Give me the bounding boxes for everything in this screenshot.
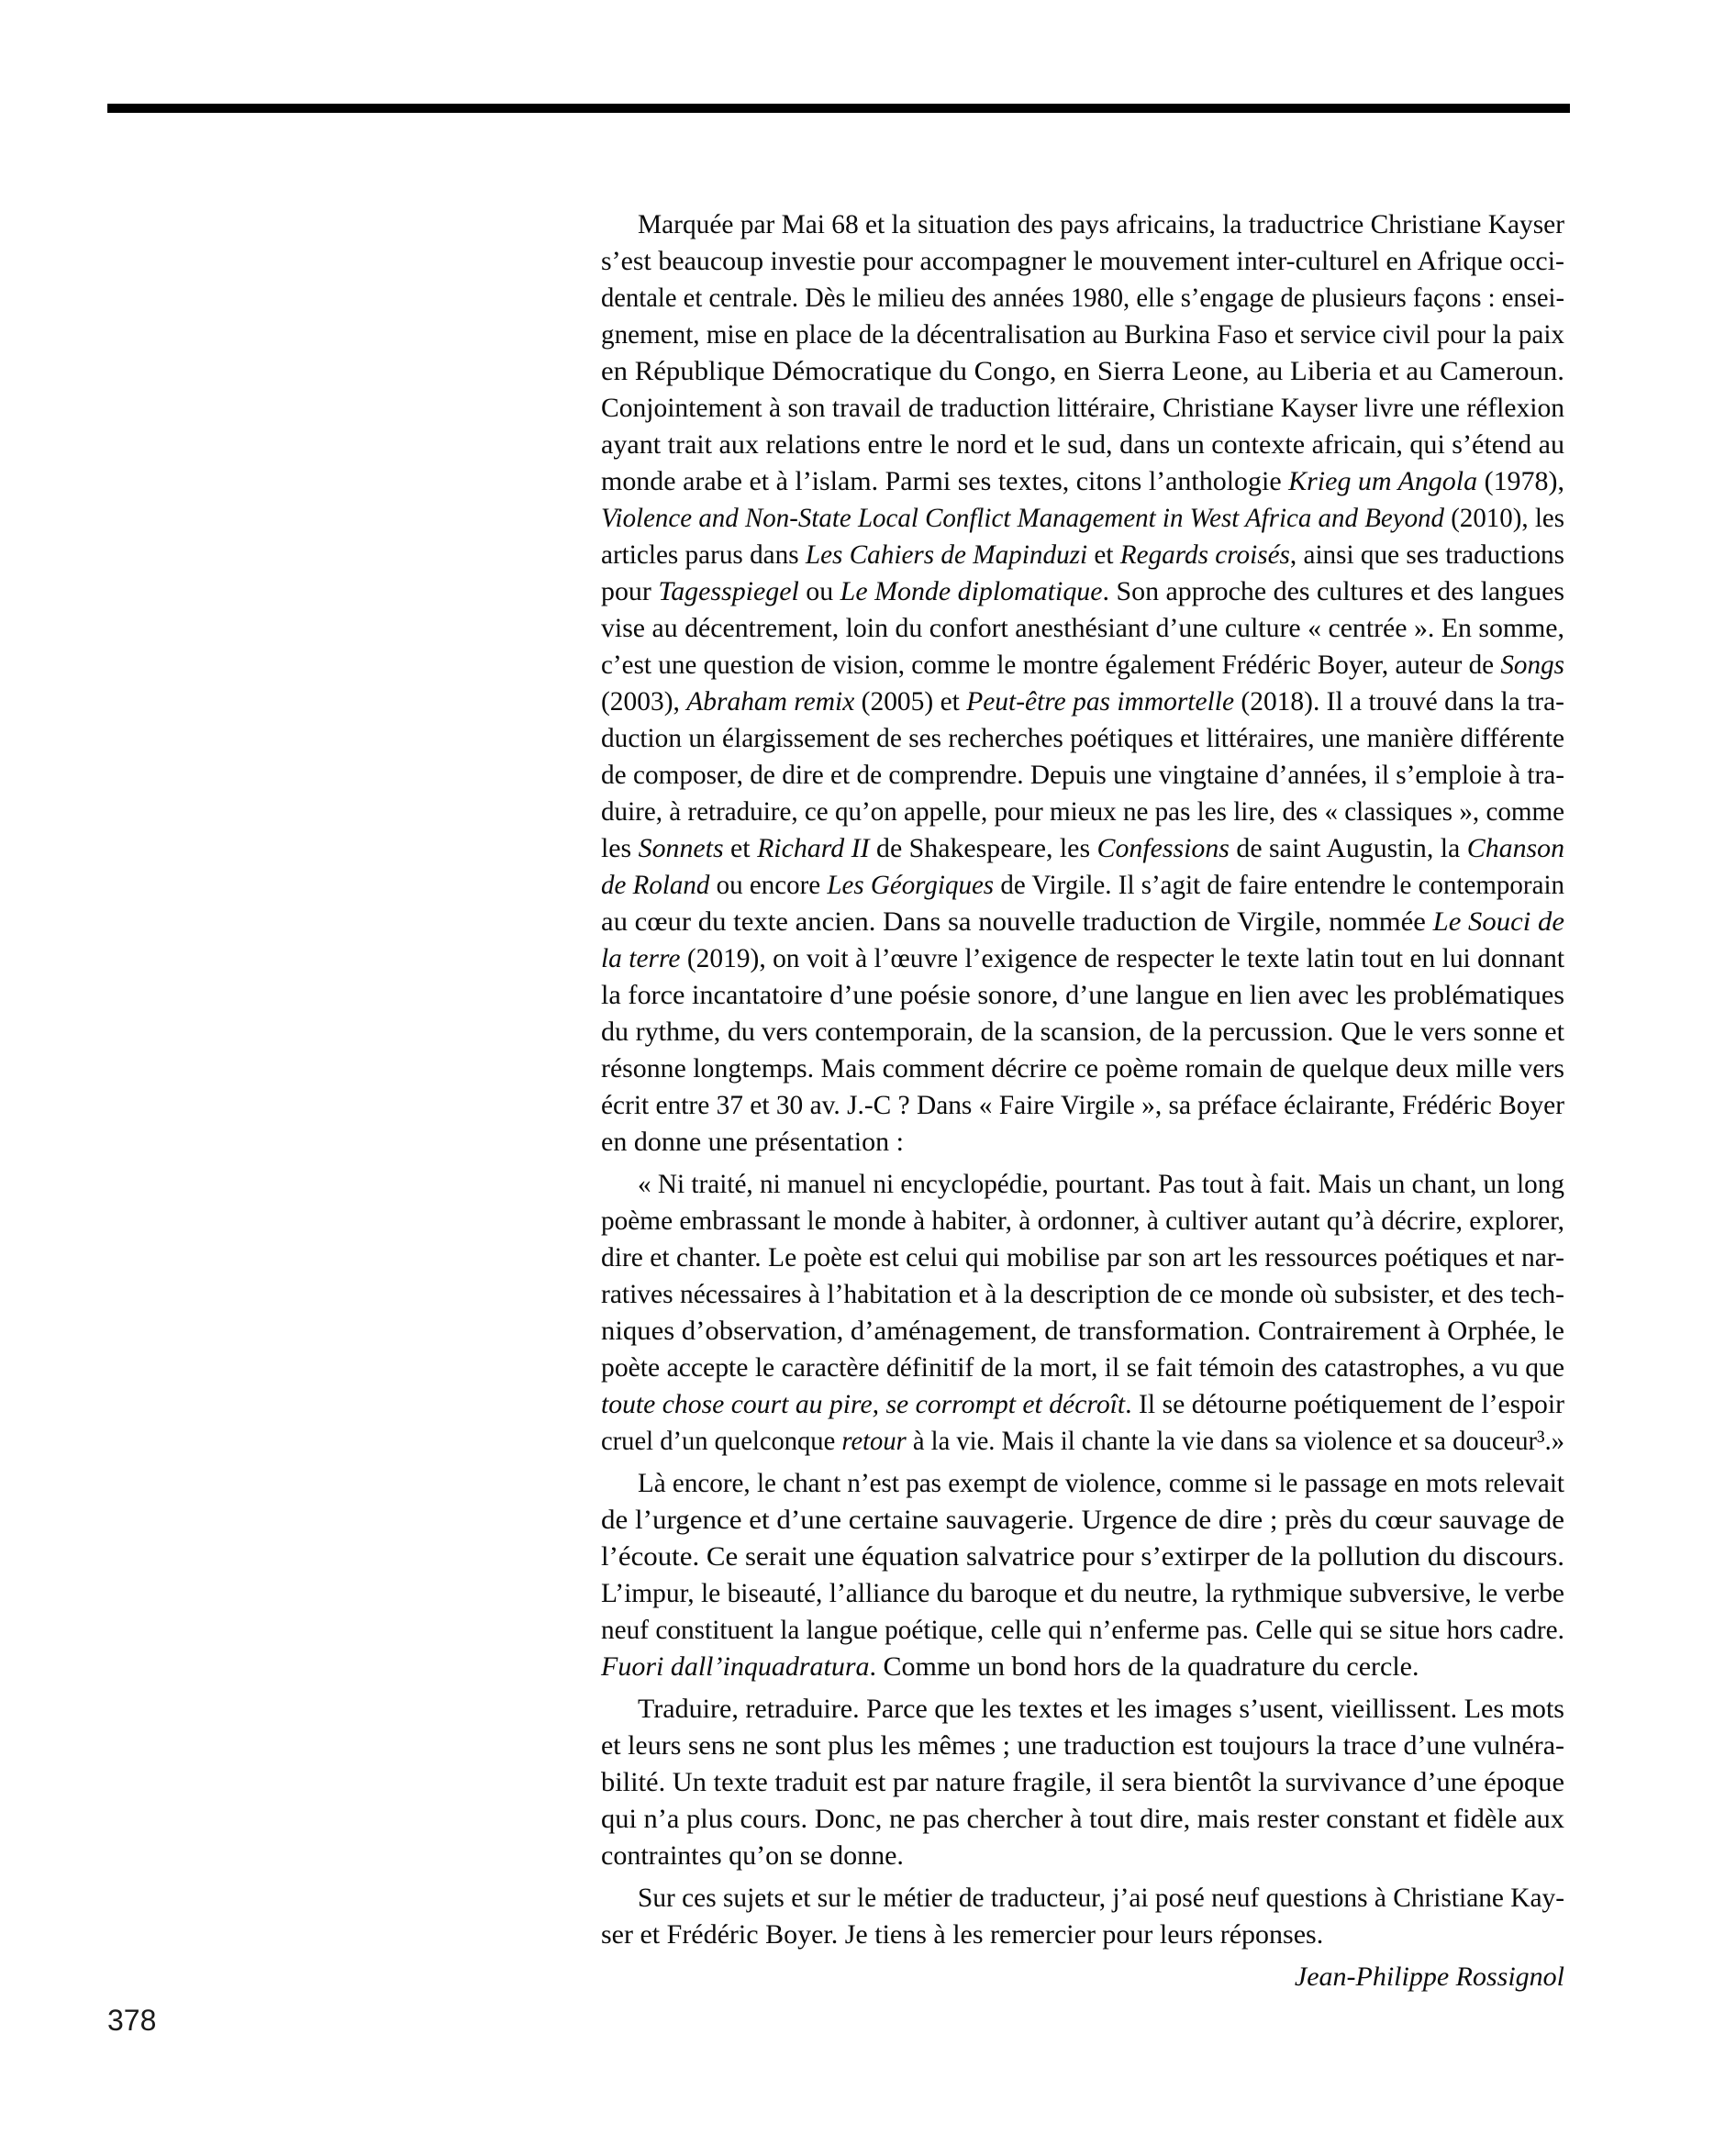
page-number: 378 [107, 2004, 157, 2037]
paragraph [601, 1166, 1564, 1460]
author-signature: Jean-Philippe Rossignol [1294, 1962, 1564, 1992]
top-rule [107, 104, 1570, 113]
text-line: de Roland ou encore Les Géorgiques de Virgile. Il s’agit de faire entendre le contemporain [601, 870, 1564, 900]
paragraph [601, 206, 1564, 1161]
text-line: du rythme, du vers contemporain, de la scansion, de la percussion. Que le vers sonne et [601, 1017, 1564, 1047]
text-line: poème embrassant le monde à habiter, à ordonner, à cultiver autant qu’à décrire, explorer, [601, 1206, 1564, 1236]
text-line: écrit entre 37 et 30 av. J.-C ? Dans « Faire Virgile », sa préface éclairante, Frédéric Boyer [601, 1090, 1564, 1120]
text-line: bilité. Un texte traduit est par nature fragile, il sera bientôt la survivance d’une époque [601, 1767, 1564, 1797]
text-line: duire, à retraduire, ce qu’on appelle, pour mieux ne pas les lire, des « classiques », comme [601, 796, 1564, 827]
text-line: vise au décentrement, loin du confort anesthésiant d’une culture « centrée ». En somme, [601, 613, 1564, 643]
text-line: de l’urgence et d’une certaine sauvagerie. Urgence de dire ; près du cœur sauvage de [601, 1505, 1564, 1535]
text-line: (2003), Abraham remix (2005) et Peut-être pas immortelle (2018). Il a trouvé dans la tra- [601, 686, 1564, 717]
text-line: et leurs sens ne sont plus les mêmes ; une traduction est toujours la trace d’une vulnéra- [601, 1730, 1564, 1761]
paragraph [601, 1465, 1564, 1685]
text-line: cruel d’un quelconque retour à la vie. Mais il chante la vie dans sa violence et sa douceur³.» [601, 1426, 1564, 1456]
text-line: neuf constituent la langue poétique, celle qui n’enferme pas. Celle qui se situe hors cadre. [601, 1615, 1564, 1645]
text-line: dentale et centrale. Dès le milieu des années 1980, elle s’engage de plusieurs façons : ensei- [601, 283, 1564, 313]
text-line: l’écoute. Ce serait une équation salvatrice pour s’extirper de la pollution du discours. [601, 1541, 1564, 1572]
text-line: gnement, mise en place de la décentralisation au Burkina Faso et service civil pour la paix [601, 319, 1564, 350]
body-text [601, 206, 1564, 1995]
text-line: c’est une question de vision, comme le montre également Frédéric Boyer, auteur de Songs [601, 650, 1564, 680]
text-line: dire et chanter. Le poète est celui qui mobilise par son art les ressources poétiques et nar- [601, 1242, 1564, 1272]
text-line: monde arabe et à l’islam. Parmi ses textes, citons l’anthologie Krieg um Angola (1978), [601, 466, 1564, 496]
text-line: Traduire, retraduire. Parce que les textes et les images s’usent, vieillissent. Les mots [638, 1694, 1564, 1724]
text-line: au cœur du texte ancien. Dans sa nouvelle traduction de Virgile, nommée Le Souci de [601, 906, 1564, 937]
text-line: les Sonnets et Richard II de Shakespeare, les Confessions de saint Augustin, la Chanson [601, 833, 1564, 863]
text-line: ayant trait aux relations entre le nord et le sud, dans un contexte africain, qui s’étend au [601, 429, 1564, 460]
text-line: ser et Frédéric Boyer. Je tiens à les remercier pour leurs réponses. [601, 1919, 1324, 1950]
text-line: duction un élargissement de ses recherches poétiques et littéraires, une manière différente [601, 723, 1564, 753]
text-line: Sur ces sujets et sur le métier de traducteur, j’ai posé neuf questions à Christiane Kay- [638, 1883, 1564, 1913]
text-line: la force incantatoire d’une poésie sonore, d’une langue en lien avec les problématiques [601, 980, 1564, 1010]
text-line: Là encore, le chant n’est pas exempt de violence, comme si le passage en mots relevait [638, 1468, 1564, 1498]
text-line: qui n’a plus cours. Donc, ne pas chercher à tout dire, mais rester constant et fidèle aux [601, 1804, 1564, 1834]
text-line: Marquée par Mai 68 et la situation des pays africains, la traductrice Christiane Kayser [638, 209, 1564, 239]
text-line: contraintes qu’on se donne. [601, 1840, 904, 1871]
text-line: Violence and Non-State Local Conflict Management in West Africa and Beyond (2010), les [601, 503, 1564, 533]
text-line: L’impur, le biseauté, l’alliance du baroque et du neutre, la rythmique subversive, le verbe [601, 1578, 1564, 1608]
paragraph [601, 1880, 1564, 1953]
text-line: en donne une présentation : [601, 1127, 904, 1157]
text-line: résonne longtemps. Mais comment décrire ce poème romain de quelque deux mille vers [601, 1053, 1564, 1084]
text-line: Conjointement à son travail de traduction littéraire, Christiane Kayser livre une réflexion [601, 393, 1564, 423]
text-line: articles parus dans Les Cahiers de Mapinduzi et Regards croisés, ainsi que ses traductions [601, 539, 1564, 570]
text-line: Fuori dall’inquadratura. Comme un bond hors de la quadrature du cercle. [601, 1651, 1419, 1682]
text-line: poète accepte le caractère définitif de la mort, il se fait témoin des catastrophes, a vu que [601, 1352, 1564, 1383]
text-line: « Ni traité, ni manuel ni encyclopédie, pourtant. Pas tout à fait. Mais un chant, un long [638, 1169, 1564, 1199]
text-line: la terre (2019), on voit à l’œuvre l’exigence de respecter le texte latin tout en lui donnant [601, 943, 1564, 973]
text-line: s’est beaucoup investie pour accompagner le mouvement inter-culturel en Afrique occi- [601, 246, 1564, 276]
text-line: toute chose court au pire, se corrompt et décroît. Il se détourne poétiquement de l’espoir [601, 1389, 1564, 1419]
paragraph [601, 1691, 1564, 1874]
text-line: de composer, de dire et de comprendre. Depuis une vingtaine d’années, il s’emploie à tra- [601, 760, 1564, 790]
text-line: ratives nécessaires à l’habitation et à la description de ce monde où subsister, et des tech- [601, 1279, 1564, 1309]
text-line: pour Tagesspiegel ou Le Monde diplomatique. Son approche des cultures et des langues [601, 576, 1564, 606]
text-line: en République Démocratique du Congo, en Sierra Leone, au Liberia et au Cameroun. [601, 356, 1564, 386]
text-line: niques d’observation, d’aménagement, de transformation. Contrairement à Orphée, le [601, 1316, 1564, 1346]
